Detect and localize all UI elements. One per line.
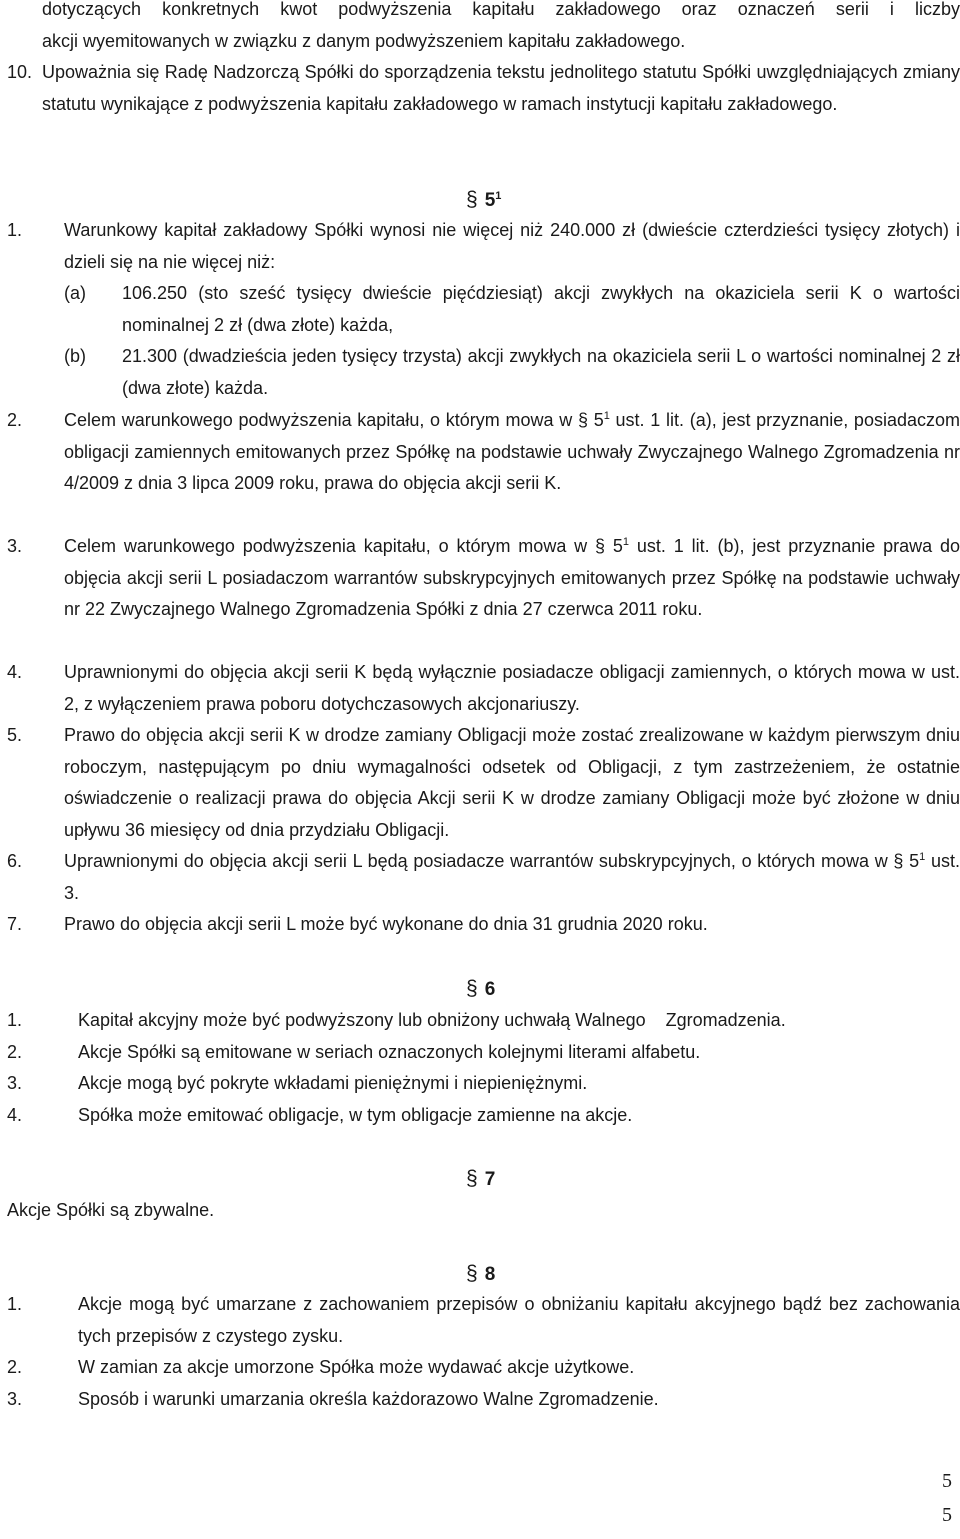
list-text-part: ust. 1 lit. (a), jest przyznanie, posiadaczom obligacji zamiennych emitowanych przez Spółkę na podstawie uchwały Zwyczajnego Walnego Zgromadzenia nr 4/2009 z dnia 3 lipca 2009 roku, prawa do objęcia akcji serii K. [64, 410, 960, 493]
list-text [64, 531, 960, 626]
continuation-line-2: akcji wyemitowanych w związku z danym podwyższeniem kapitału zakładowego. [42, 30, 686, 51]
section-symbol: § [893, 851, 904, 871]
section-symbol: § [466, 977, 478, 1000]
list-number: 7. [7, 914, 23, 934]
list-text: Kapitał akcyjny może być podwyższony lub obniżony uchwałą Walnego Zgromadzenia. [78, 1010, 786, 1030]
section-symbol: § [466, 1167, 478, 1190]
section-reference: 5 [612, 536, 623, 556]
list-text-part: Uprawnionymi do objęcia akcji serii L będą posiadacze warrantów subskrypcyjnych, o których mowa w [64, 851, 894, 871]
section-symbol: § [466, 188, 478, 211]
section-7-text: Akcje Spółki są zbywalne. [7, 1200, 215, 1220]
list-item [0, 657, 960, 720]
sub-list-item [0, 341, 960, 404]
list-item [7, 1352, 960, 1384]
list-text: Akcje mogą być pokryte wkładami pieniężnymi i niepieniężnymi. [78, 1073, 588, 1093]
page-number: 5 [942, 1504, 952, 1526]
list-number: 5. [7, 725, 23, 745]
list-item [0, 720, 960, 846]
list-text [64, 846, 960, 909]
sub-list [0, 278, 960, 404]
list-number: 10. [7, 62, 33, 82]
section-heading-5-1 [466, 184, 501, 217]
sub-list-text: 106.250 (sto sześć tysięcy dwieście pięćdziesiąt) akcji zwykłych na okaziciela serii K o wartości nominalnej 2 zł (dwa złote) każda, [122, 283, 960, 335]
list-text-part: ust. 1 lit. (b), jest przyznanie prawa do objęcia akcji serii L posiadaczom warrantów subskrypcyjnych emitowanych przez Spółkę na podstawie uchwały nr 22 Zwyczajnego Walnego Zgromadzenia Spółki z dnia 27 czerwca 2011 roku. [64, 536, 960, 619]
section-number: 8 [484, 1264, 496, 1285]
list-item [0, 215, 960, 278]
list-item [0, 846, 960, 909]
section-symbol: § [466, 1262, 478, 1285]
sub-list-text: 21.300 (dwadzieścia jeden tysięcy trzysta) akcji zwykłych na okaziciela serii L o wartości nominalnej 2 zł (dwa złote) każda. [122, 346, 960, 398]
list-number: 1. [7, 220, 23, 240]
section-heading-8 [466, 1258, 495, 1291]
section-reference: 5 [593, 410, 604, 430]
list-number: 3. [7, 536, 23, 556]
section-heading-6 [466, 973, 495, 1006]
list-item-10 [0, 57, 960, 120]
list-text: Akcje mogą być umarzane z zachowaniem przepisów o obniżaniu kapitału akcyjnego bądź bez zachowania tych przepisów z czystego zysku. [78, 1294, 960, 1346]
list-number: 3. [7, 1073, 23, 1093]
section-reference-sup: 1 [603, 410, 610, 422]
sub-list-item [0, 278, 960, 341]
list-text: Uprawnionymi do objęcia akcji serii K będą wyłącznie posiadacze obligacji zamiennych, o których mowa w ust. 2, z wyłączeniem prawa poboru dotychczasowych akcjonariuszy. [64, 662, 960, 714]
list-text: Prawo do objęcia akcji serii L może być wykonane do dnia 31 grudnia 2020 roku. [64, 914, 708, 934]
list-text [64, 405, 960, 500]
section-heading-7 [466, 1163, 495, 1196]
list-text: Spółka może emitować obligacje, w tym obligacje zamienne na akcje. [78, 1104, 633, 1125]
list-item [0, 405, 960, 500]
list-item [0, 909, 960, 941]
list-item [7, 1068, 960, 1100]
section-8-list [0, 1289, 960, 1415]
list-item [7, 1037, 960, 1069]
section-number: 6 [484, 979, 496, 1000]
section-reference-sup: 1 [622, 536, 630, 548]
list-text-part: Celem warunkowego podwyższenia kapitału, o którym mowa w [64, 536, 596, 556]
list-text: W zamian za akcje umorzone Spółka może wydawać akcje użytkowe. [78, 1357, 635, 1377]
continuation-paragraph [0, 0, 960, 57]
section-number: 5 [484, 190, 496, 211]
continuation-line-1: dotyczących konkretnych kwot podwyższenia kapitału zakładowego oraz oznaczeń serii i liczby [42, 0, 960, 19]
sub-list-letter: (a) [64, 283, 86, 303]
section-reference-sup: 1 [919, 851, 926, 863]
list-item [7, 1005, 960, 1037]
list-text-part: ust. 3. [64, 851, 960, 903]
list-item [7, 1289, 960, 1352]
list-number: 6. [7, 851, 23, 871]
section-6-list [0, 1005, 960, 1131]
list-item [7, 1384, 960, 1416]
list-number: 2. [7, 1041, 23, 1062]
list-item [0, 531, 960, 626]
list-text: Akcje Spółki są emitowane w seriach oznaczonych kolejnymi literami alfabetu. [78, 1041, 701, 1062]
list-number: 1. [7, 1010, 23, 1030]
section-reference: 5 [909, 851, 920, 871]
sub-list-letter: (b) [64, 346, 86, 366]
list-number: 4. [7, 1104, 23, 1125]
list-text: Sposób i warunki umarzania określa każdorazowo Walne Zgromadzenie. [78, 1388, 659, 1409]
section-symbol: § [595, 536, 606, 556]
list-number: 2. [7, 410, 23, 430]
list-number: 3. [7, 1388, 23, 1409]
list-text-part: Celem warunkowego podwyższenia kapitału, o którym mowa w [64, 410, 578, 430]
list-text: Prawo do objęcia akcji serii K w drodze zamiany Obligacji może zostać zrealizowane w każdym pierwszym dniu roboczym, następującym po dniu wymagalności odsetek od Obligacji, z tym zastrzeżeniem, że ostatnie oświadczenie o realizacji prawa do objęcia Akcji serii K w drodze zamiany Obligacji może być złożone w dniu upływu 36 miesięcy od dnia przydziału Obligacji. [64, 725, 960, 840]
list-number: 1. [7, 1294, 23, 1314]
list-number: 2. [7, 1357, 23, 1377]
section-superscript: 1 [495, 190, 502, 202]
list-item [7, 1100, 960, 1132]
list-number: 4. [7, 662, 23, 682]
section-symbol: § [577, 410, 588, 430]
page-marker: 5 [942, 1470, 952, 1492]
list-text: Warunkowy kapitał zakładowy Spółki wynosi nie więcej niż 240.000 zł (dwieście czterdzieści tysięcy złotych) i dzieli się na nie więcej niż: [64, 220, 960, 272]
section-number: 7 [484, 1169, 496, 1190]
list-text: Upoważnia się Radę Nadzorczą Spółki do sporządzenia tekstu jednolitego statutu Spółki uwzględniających zmiany statutu wynikające z podwyższenia kapitału zakładowego w ramach instytucji kapitału zakładowego. [42, 62, 960, 114]
